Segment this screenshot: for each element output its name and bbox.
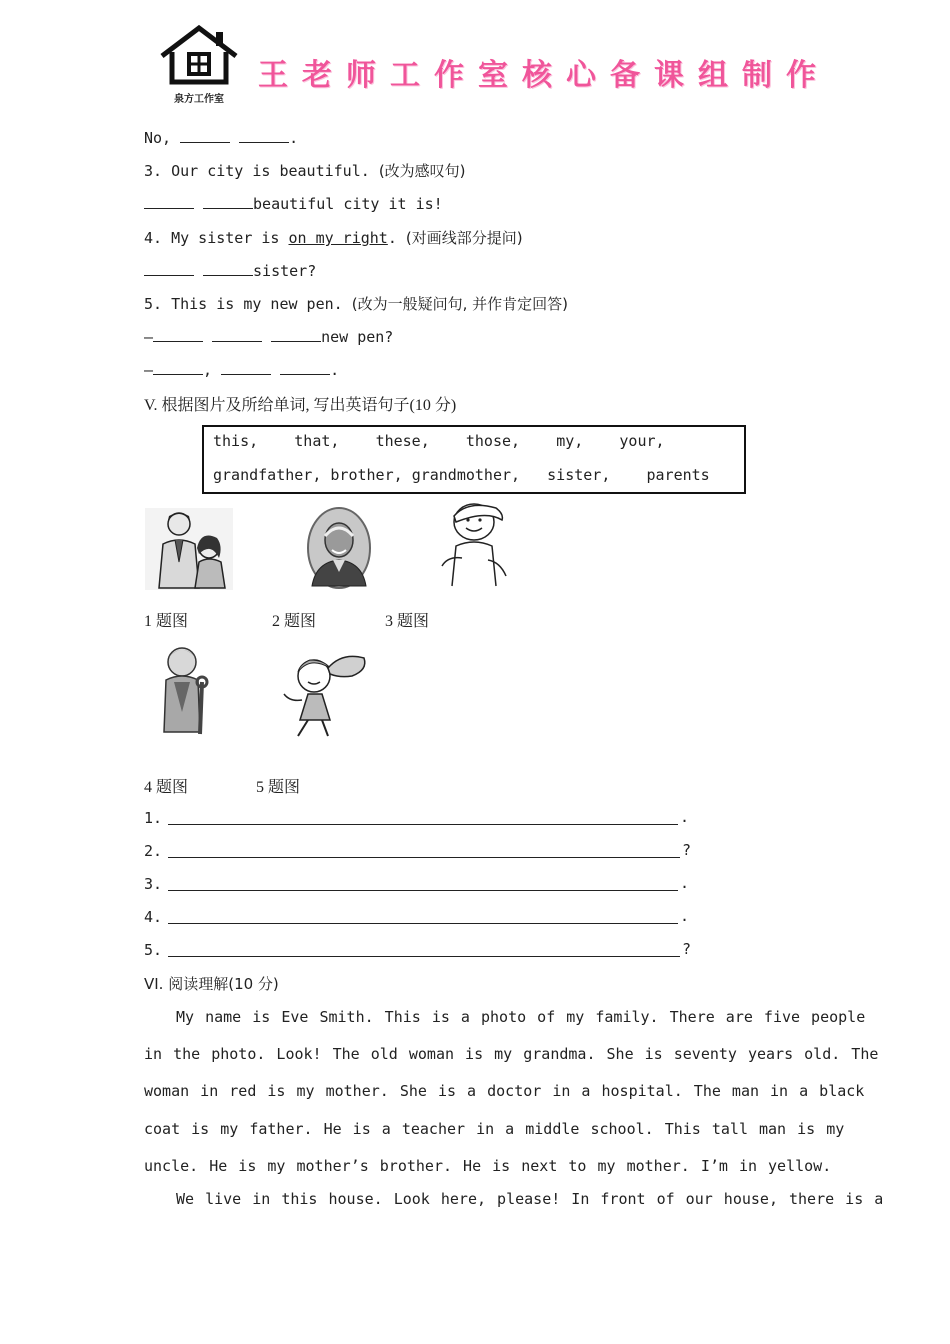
answer-2-number: 2. — [144, 842, 163, 860]
grandfather-image — [306, 506, 372, 594]
passage-line-5: uncle. He is my mother’s brother. He is next to my mother. I’m in yellow. — [144, 1157, 832, 1175]
passage-line-2: in the photo. Look! The old woman is my grandma. She is seventy years old. The — [144, 1045, 879, 1063]
word-this: this, — [213, 432, 259, 450]
caption-pic-3: 3 题图 — [385, 613, 430, 630]
answer-4-input-line[interactable] — [168, 923, 678, 924]
passage-line-3: woman in red is my mother. She is a doctor in a hospital. The man in a black — [144, 1082, 865, 1100]
q4-blank-1[interactable] — [144, 261, 194, 276]
q3-instruction: (改为感叹句) — [378, 162, 466, 180]
q4-text-before: My sister is — [171, 229, 289, 247]
answer-5-number: 5. — [144, 941, 163, 959]
answer-5-input-line[interactable] — [168, 956, 680, 957]
q5-blank-5[interactable] — [221, 360, 271, 375]
q5-blank-2[interactable] — [212, 327, 262, 342]
q3-answer-suffix: beautiful city it is! — [253, 195, 443, 213]
q4-blank-2[interactable] — [203, 261, 253, 276]
q4-number: 4. — [144, 229, 163, 247]
logo-caption: 泉方工作室 — [174, 94, 224, 105]
answer-1-input-line[interactable] — [168, 824, 678, 825]
word-your: your, — [619, 432, 665, 450]
q4-underlined-phrase: on my right — [288, 229, 388, 247]
answer-4-end: . — [680, 907, 690, 925]
q3-question — [144, 161, 466, 181]
q5-blank-1[interactable] — [153, 327, 203, 342]
answer-5-end: ? — [682, 940, 692, 958]
q4-question — [144, 228, 523, 248]
q5-blank-4[interactable] — [153, 360, 203, 375]
q3-number: 3. — [144, 162, 163, 180]
q4-answer-suffix: sister? — [253, 262, 317, 280]
q3-blank-1[interactable] — [144, 194, 194, 209]
word-parents: parents — [646, 466, 710, 484]
grandmother-icon — [154, 642, 214, 736]
q5-text: This is my new pen. — [171, 295, 343, 313]
q5-answer-suffix: new pen? — [321, 328, 394, 346]
header-title: 王老师工作室核心备课组制作 — [258, 58, 830, 93]
passage-line-6: We live in this house. Look here, please! In front of our house, there is a — [176, 1190, 884, 1208]
girl-image — [280, 650, 370, 744]
boy-icon — [438, 500, 510, 590]
q3-blank-2[interactable] — [203, 194, 253, 209]
q5-number: 5. — [144, 295, 163, 313]
word-grandfather: grandfather, — [213, 466, 322, 484]
answer-2-end: ? — [682, 841, 692, 859]
house-icon — [158, 24, 240, 88]
word-bank-box — [202, 425, 746, 494]
answer-4-number: 4. — [144, 908, 163, 926]
answer-3-number: 3. — [144, 875, 163, 893]
word-grandmother: grandmother, — [411, 466, 521, 484]
word-my: my, — [556, 432, 584, 450]
q5-answer-line-1: — new pen? — [144, 328, 394, 346]
word-brother: brother, — [330, 466, 403, 484]
grandfather-icon — [306, 506, 372, 590]
q2-blank-1[interactable] — [180, 128, 230, 143]
girl-icon — [280, 650, 370, 740]
caption-pic-5: 5 题图 — [256, 779, 301, 796]
word-those: those, — [465, 432, 521, 450]
word-bank-row-2 — [213, 466, 710, 484]
grandmother-image — [154, 642, 214, 740]
word-sister: sister, — [547, 466, 611, 484]
answer-1-end: . — [680, 808, 690, 826]
q2-answer-prefix: No, — [144, 129, 172, 147]
word-bank-row-1 — [213, 432, 665, 450]
answer-2-input-line[interactable] — [168, 857, 680, 858]
boy-image — [438, 500, 510, 594]
passage-line-1: My name is Eve Smith. This is a photo of my family. There are five people — [176, 1008, 866, 1026]
q4-instruction: (对画线部分提问) — [405, 229, 523, 247]
q4-answer-line — [144, 261, 316, 281]
word-that: that, — [294, 432, 340, 450]
q5-answer-line-2: — , . — [144, 361, 340, 379]
caption-pic-4: 4 题图 — [144, 779, 189, 796]
house-logo — [158, 24, 240, 105]
q3-answer-line — [144, 194, 443, 214]
q5-blank-6[interactable] — [280, 360, 330, 375]
answer-1-number: 1. — [144, 809, 163, 827]
passage-line-4: coat is my father. He is a teacher in a middle school. This tall man is my — [144, 1120, 845, 1138]
q4-text-after: . — [387, 229, 397, 247]
q2-blank-2[interactable] — [239, 128, 289, 143]
couple-icon — [145, 508, 233, 590]
caption-pic-1: 1 题图 — [144, 613, 189, 630]
answer-3-end: . — [680, 874, 690, 892]
q5-blank-3[interactable] — [271, 327, 321, 342]
q5-instruction: (改为一般疑问句, 并作肯定回答) — [351, 295, 568, 313]
q3-text: Our city is beautiful. — [171, 162, 370, 180]
section6-title: VI. 阅读理解(10 分) — [144, 975, 279, 993]
caption-pic-2: 2 题图 — [272, 613, 317, 630]
q5-question — [144, 294, 568, 314]
q2-answer-line: No, . — [144, 129, 299, 147]
section5-title: V. 根据图片及所给单词, 写出英语句子(10 分) — [144, 397, 457, 414]
couple-image — [145, 508, 233, 594]
word-these: these, — [375, 432, 430, 450]
answer-3-input-line[interactable] — [168, 890, 678, 891]
